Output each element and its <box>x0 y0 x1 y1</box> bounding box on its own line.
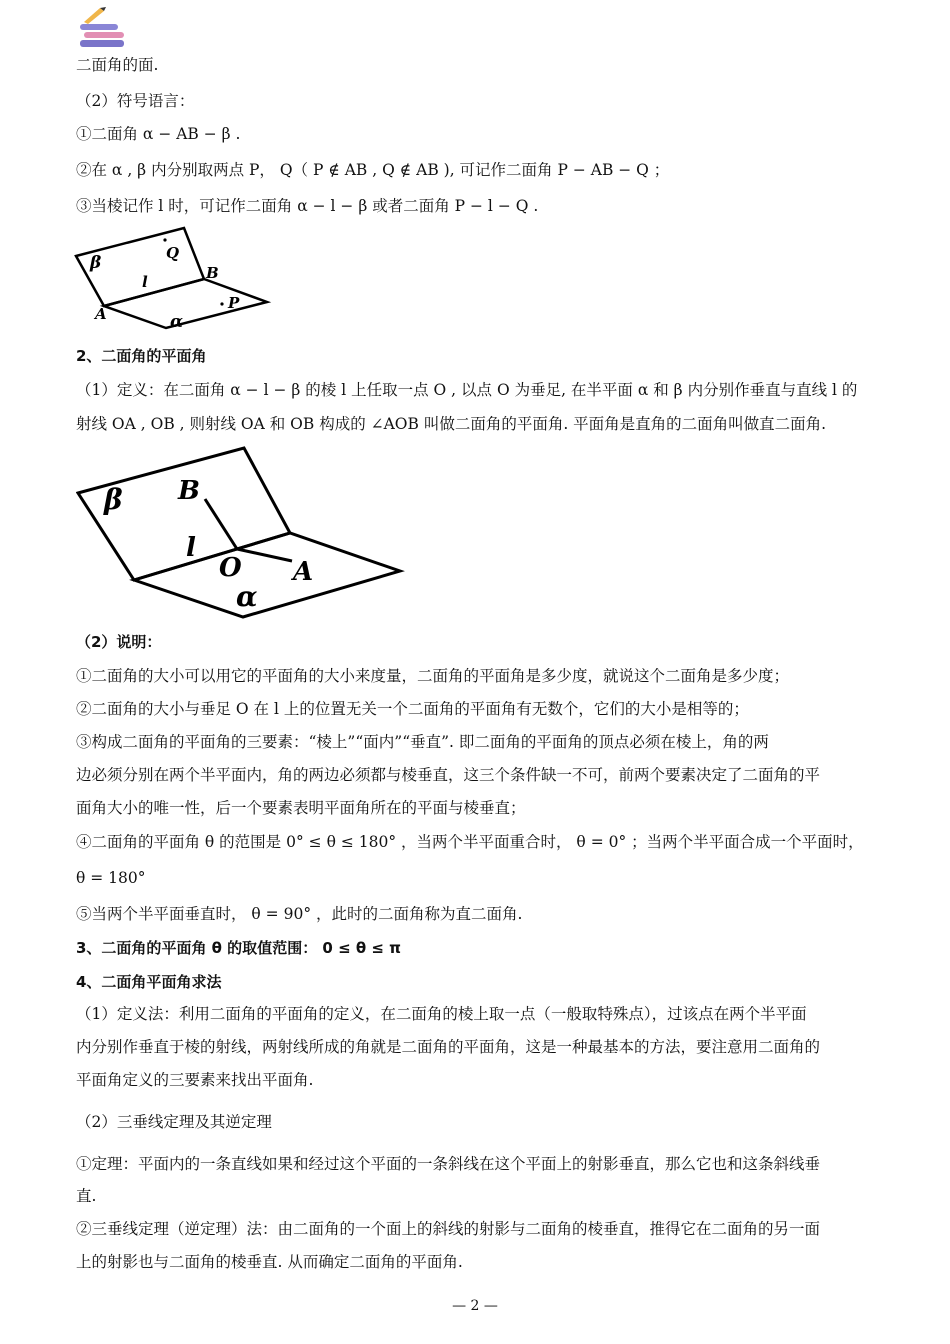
label-l: l <box>142 273 148 291</box>
label-alpha: α <box>236 580 258 613</box>
label-l: l <box>186 533 196 563</box>
text-line: ②在 α , β 内分别取两点 P， Q（ P ∉ AB , Q ∉ AB ), 可记作二面角 P − AB − Q ； <box>76 161 670 179</box>
dihedral-figure-pq <box>74 226 274 340</box>
label-a: A <box>293 557 314 587</box>
page-number: — 2 — <box>452 1298 498 1314</box>
text-line: 射线 OA , OB , 则射线 OA 和 OB 构成的 ∠AOB 叫做二面角的平面角. 平面角是直角的二面角叫做直二面角. <box>76 415 827 433</box>
section-heading: 2、二面角的平面角 <box>76 347 207 365</box>
label-a: A <box>95 305 107 323</box>
text-line: 内分别作垂直于棱的射线，两射线所成的角就是二面角的平面角，这是一种最基本的方法，要注意用二面角的 <box>76 1038 821 1056</box>
section-heading: 4、二面角平面角求法 <box>76 973 222 991</box>
text-line: （2）符号语言： <box>76 92 195 110</box>
text-line: 二面角的面. <box>76 56 159 74</box>
text-line: 上的射影也与二面角的棱垂直. 从而确定二面角的平面角. <box>76 1253 463 1271</box>
text-line: 面角大小的唯一性，后一个要素表明平面角所在的平面与棱垂直； <box>76 799 526 817</box>
text-line: ③当棱记作 l 时，可记作二面角 α − l − β 或者二面角 P − l − Q . <box>76 197 539 215</box>
text-line: θ = 180° <box>76 869 146 887</box>
label-b: B <box>206 264 219 282</box>
label-p: P <box>228 294 240 312</box>
text-line: 直. <box>76 1187 97 1205</box>
text-line: ④二面角的平面角 θ 的范围是 0° ≤ θ ≤ 180° ，当两个半平面重合时， θ = 0° ；当两个半平面合成一个平面时， <box>76 833 864 851</box>
section-heading: 3、二面角的平面角 θ 的取值范围： 0 ≤ θ ≤ π <box>76 939 402 957</box>
text-line: （2）三垂线定理及其逆定理 <box>76 1113 272 1131</box>
text-line: 平面角定义的三要素来找出平面角. <box>76 1071 314 1089</box>
label-alpha: α <box>170 312 184 332</box>
text-line: ①二面角的大小可以用它的平面角的大小来度量，二面角的平面角是多少度，就说这个二面角是多少度； <box>76 667 790 685</box>
text-line: （1）定义：在二面角 α − l − β 的棱 l 上任取一点 O , 以点 O 为垂足, 在半平面 α 和 β 内分别作垂直与直线 l 的 <box>76 381 858 399</box>
text-line: ①定理：平面内的一条直线如果和经过这个平面的一条斜线在这个平面上的射影垂直，那么它也和这条斜线垂 <box>76 1155 821 1173</box>
label-b: B <box>178 476 200 506</box>
label-beta: β <box>104 483 123 516</box>
plane-angle-figure <box>76 446 406 626</box>
subheading: （2）说明： <box>76 633 162 651</box>
text-line: ⑤当两个半平面垂直时， θ = 90° ，此时的二面角称为直二面角. <box>76 905 523 923</box>
text-line: 边必须分别在两个半平面内，角的两边必须都与棱垂直，这三个条件缺一不可，前两个要素决定了二面角的平 <box>76 766 821 784</box>
text-line: ③构成二面角的平面角的三要素：“棱上”“面内”“垂直”. 即二面角的平面角的顶点必须在棱上，角的两 <box>76 733 769 751</box>
text-line: ②二面角的大小与垂足 O 在 l 上的位置无关一个二面角的平面角有无数个，它们的大小是相等的； <box>76 700 749 718</box>
label-o: O <box>219 553 242 583</box>
label-beta: β <box>90 253 102 273</box>
label-q: Q <box>166 244 180 262</box>
text-line: （1）定义法：利用二面角的平面角的定义，在二面角的棱上取一点（一般取特殊点），过该点在两个半平面 <box>76 1005 807 1023</box>
books-logo-icon <box>78 6 128 54</box>
text-line: ①二面角 α − AB − β . <box>76 125 241 143</box>
text-line: ②三垂线定理（逆定理）法：由二面角的一个面上的斜线的射影与二面角的棱垂直，推得它在二面角的另一面 <box>76 1220 821 1238</box>
